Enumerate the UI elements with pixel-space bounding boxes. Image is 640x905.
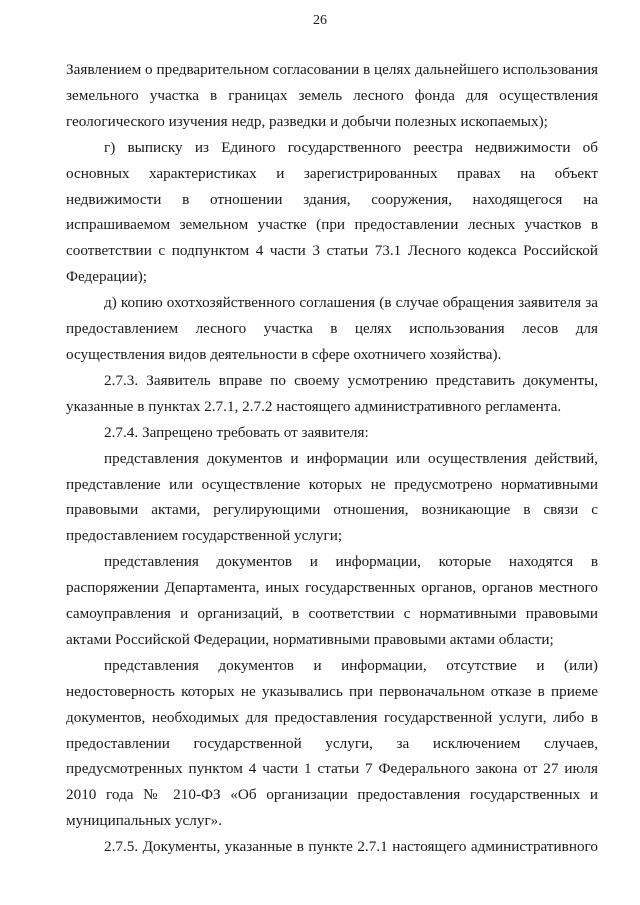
paragraph-2-7-3: 2.7.3. Заявитель вправе по своему усмотрению представить документы, указанные в пунктах 2.7.1, 2.7.2 настоящего административного регламента. (66, 371, 598, 415)
paragraph-item-d: д) копию охотхозяйственного соглашения (в случае обращения заявителя за предоставлением лесного участка в целях использования лесов для осуществления видов деятельности в сфере охотничего хозяйства). (66, 294, 598, 363)
document-body (66, 57, 598, 860)
page-number: 26 (313, 13, 327, 28)
paragraph-prohibition-2: представления документов и информации, которые находятся в распоряжении Департамента, иных государственных органов, органов местного самоуправления и организаций, в соответствии с нормативными правовыми актами Российской Федерации, нормативными правовыми актами области; (66, 553, 598, 648)
paragraph-continuation: Заявлением о предварительном согласовании в целях дальнейшего использования земельного участка в границах земель лесного фонда для осуществления геологического изучения недр, разведки и добычи полезных ископаемых); (66, 61, 598, 130)
paragraph-prohibition-3: представления документов и информации, отсутствие и (или) недостоверность которых не указывались при первоначальном отказе в приеме документов, необходимых для предоставления государственной услуги, либо в предоставлении государственной услуги, за исключением случаев, предусмотренных пунктом 4 части 1 статьи 7 Федерального закона от 27 июля 2010 года № 210-ФЗ «Об организации предоставления государственных и муниципальных услуг». (66, 656, 598, 830)
paragraph-prohibition-1: представления документов и информации или осуществления действий, представление или осуществление которых не предусмотрено нормативными правовыми актами, регулирующими отношения, возникающие в связи с предоставлением государственной услуги; (66, 449, 598, 545)
paragraph-2-7-5: 2.7.5. Документы, указанные в пункте 2.7.1 настоящего административного (104, 838, 598, 856)
paragraph-item-g: г) выписку из Единого государственного реестра недвижимости об основных характеристиках и зарегистрированных правах на объект недвижимости в отношении здания, сооружения, находящегося на испрашиваемом земельном участке (при предоставлении лесных участков в соответствии с подпунктом 4 части 3 статьи 73.1 Лесного кодекса Российской Федерации); (66, 138, 598, 286)
paragraph-2-7-4: 2.7.4. Запрещено требовать от заявителя: (104, 423, 369, 441)
